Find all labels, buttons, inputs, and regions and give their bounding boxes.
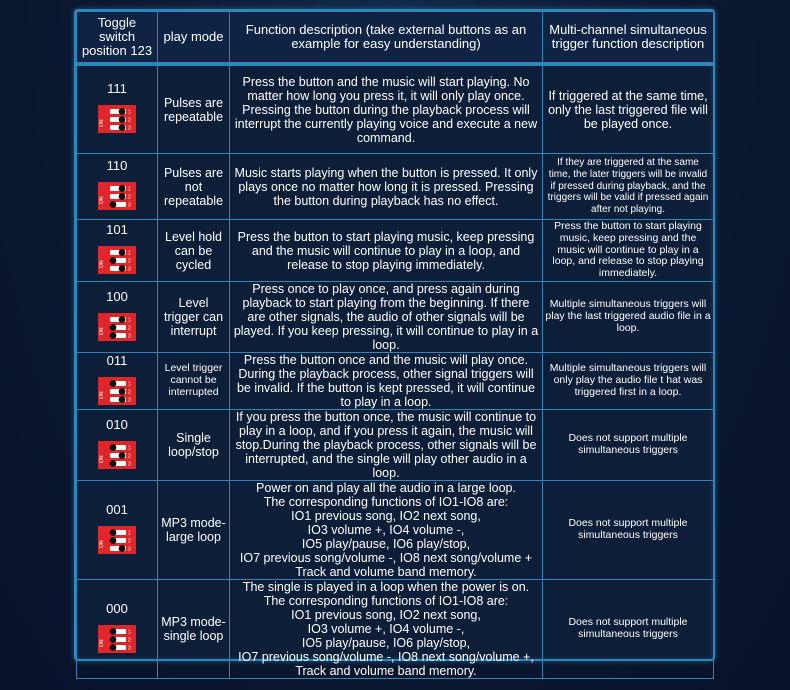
function-description-cell (230, 481, 543, 580)
dip-number-1: 1 (128, 629, 131, 635)
dip-knob-3 (119, 124, 126, 131)
function-line: IO5 play/pause, IO6 play/stop, (301, 537, 471, 551)
play-mode-cell: MP3 mode-single loop (158, 580, 230, 679)
function-line: The corresponding functions of IO1-IO8 are: (263, 495, 509, 509)
dip-on-label: ON (99, 327, 105, 335)
dip-on-label: ON (99, 639, 105, 647)
table-row (77, 220, 714, 282)
dip-knob-3 (110, 201, 117, 208)
dip-number-3: 3 (128, 645, 131, 651)
dip-number-2: 2 (128, 637, 131, 643)
multi-channel-cell: Multiple simultaneous triggers will only play the audio file t hat was triggered first in a loop. (543, 353, 714, 410)
dip-knob-3 (110, 332, 117, 339)
dip-knob-1 (110, 444, 117, 451)
table-row (77, 154, 714, 220)
dip-knob-1 (119, 249, 126, 256)
play-mode-cell: Level trigger can interrupt (158, 282, 230, 353)
table-row (77, 66, 714, 154)
dip-switch-icon (98, 526, 136, 554)
multi-channel-cell: Multiple simultaneous triggers will play the last triggered audio file in a loop. (543, 282, 714, 353)
toggle-position-cell (77, 220, 158, 282)
play-mode-cell: Level hold can be cycled (158, 220, 230, 282)
play-mode-cell: MP3 mode-large loop (158, 481, 230, 580)
toggle-position-cell (77, 282, 158, 353)
table-row (77, 481, 714, 580)
play-mode-cell: Pulses are repeatable (158, 66, 230, 154)
function-description-cell (230, 580, 543, 679)
position-code: 111 (107, 81, 127, 97)
dip-number-1: 1 (128, 445, 131, 451)
dip-number-1: 1 (128, 250, 131, 257)
dip-number-3: 3 (128, 125, 131, 132)
position-code: 110 (106, 158, 128, 174)
dip-switch-icon (98, 441, 136, 469)
table-row (77, 282, 714, 353)
header-toggle-position: Toggle switch position 123 (77, 12, 158, 64)
dip-knob-3 (110, 460, 117, 467)
header-function-description: Function description (take external buttons as an example for easy understanding) (230, 12, 543, 64)
position-code: 101 (106, 222, 128, 238)
function-line: Power on and play all the audio in a large loop. (256, 481, 516, 495)
dip-knob-1 (110, 529, 117, 536)
dip-knob-2 (119, 116, 126, 123)
position-code: 011 (106, 352, 128, 368)
dip-number-1: 1 (128, 381, 131, 387)
multi-channel-cell: Does not support multiple simultaneous triggers (543, 410, 714, 481)
function-table-frame (74, 9, 715, 678)
dip-number-1: 1 (128, 317, 131, 323)
dip-number-2: 2 (128, 258, 131, 265)
multi-channel-cell: Does not support multiple simultaneous triggers (543, 580, 714, 679)
dip-switch-icon (98, 182, 136, 210)
header-multi-channel: Multi-channel simultaneous trigger function description (543, 12, 714, 64)
dip-knob-1 (119, 108, 126, 115)
function-line: IO7 previous song/volume -, IO8 next song/volume + (239, 551, 533, 565)
function-line: The single is played in a loop when the power is on. (242, 580, 530, 594)
function-line: IO1 previous song, IO2 next song, (291, 509, 481, 523)
dip-on-label: ON (99, 196, 105, 204)
dip-number-2: 2 (128, 194, 131, 201)
table-row (77, 580, 714, 679)
function-line: IO7 previous song/volume -, IO8 next song/volume +, (238, 650, 534, 664)
dip-switch-icon (98, 377, 136, 405)
function-line: IO3 volume +, IO4 volume -, (307, 622, 465, 636)
function-line: IO3 volume +, IO4 volume -, (307, 523, 465, 537)
dip-number-3: 3 (128, 266, 131, 273)
dip-on-label: ON (99, 455, 105, 463)
position-code: 000 (106, 600, 128, 616)
function-line: Track and volume band memory. (295, 664, 477, 678)
dip-switch-icon (98, 625, 136, 653)
play-mode-cell: Single loop/stop (158, 410, 230, 481)
dip-knob-1 (119, 316, 126, 323)
dip-number-2: 2 (128, 538, 131, 544)
dip-on-label: ON (99, 540, 105, 548)
dip-on-label: ON (99, 391, 105, 399)
dip-knob-2 (110, 537, 117, 544)
function-line: IO5 play/pause, IO6 play/stop, (301, 636, 471, 650)
table-row (77, 353, 714, 410)
dip-knob-1 (110, 628, 117, 635)
toggle-position-cell (77, 481, 158, 580)
function-table (76, 11, 714, 679)
dip-knob-2 (119, 388, 126, 395)
dip-number-3: 3 (128, 333, 131, 339)
multi-channel-cell: If triggered at the same time, only the last triggered file will be played once. (543, 66, 714, 154)
position-code: 100 (106, 288, 128, 304)
multi-channel-cell: Does not support multiple simultaneous triggers (543, 481, 714, 580)
position-code: 001 (106, 501, 128, 517)
function-description-cell: Music starts playing when the button is pressed. It only plays once no matter how long it is pressed. Pressing the button during playback has no effect. (230, 154, 543, 220)
function-line: IO1 previous song, IO2 next song, (291, 608, 481, 622)
dip-switch-icon (98, 246, 136, 274)
dip-knob-2 (110, 257, 117, 264)
dip-knob-3 (119, 265, 126, 272)
dip-number-3: 3 (128, 546, 131, 552)
dip-number-2: 2 (128, 325, 131, 331)
play-mode-cell: Pulses are not repeatable (158, 154, 230, 220)
dip-number-1: 1 (128, 186, 131, 193)
dip-knob-3 (110, 644, 117, 651)
dip-number-2: 2 (128, 117, 131, 124)
function-description-cell: Press once to play once, and press again during playback to start playing from the beginning. If there are other signals, the audio of other signals will be played. If you keep pressing, it will continue to play in a loop. (230, 282, 543, 353)
function-description-cell: Press the button and the music will start playing. No matter how long you press it, it will only play once. Pressing the button during the playback process will interrupt the currently playing voice and execute a new command. (230, 66, 543, 154)
toggle-position-cell (77, 353, 158, 410)
function-description-cell: Press the button once and the music will play once. During the playback process, other signal triggers will be invalid. If the button is kept pressed, it will continue to play in a loop. (230, 353, 543, 410)
dip-number-3: 3 (128, 397, 131, 403)
dip-on-label: ON (99, 260, 105, 268)
dip-knob-2 (110, 324, 117, 331)
function-line: Track and volume band memory. (295, 565, 477, 579)
dip-knob-1 (119, 185, 126, 192)
dip-knob-1 (110, 380, 117, 387)
header-row (77, 12, 714, 64)
dip-knob-3 (119, 545, 126, 552)
dip-number-2: 2 (128, 453, 131, 459)
function-description-cell: If you press the button once, the music will continue to play in a loop, and if you press it again, the music will stop.During the playback process, other signals will be interrupted, and the single will play other audio in a loop. (230, 410, 543, 481)
dip-knob-2 (119, 452, 126, 459)
dip-number-3: 3 (128, 461, 131, 467)
dip-switch-icon (98, 313, 136, 341)
function-description-cell: Press the button to start playing music, keep pressing and the music will continue to play in a loop, and release to stop playing immediately. (230, 220, 543, 282)
toggle-position-cell (77, 410, 158, 481)
toggle-position-cell (77, 580, 158, 679)
header-play-mode: play mode (158, 12, 230, 64)
position-code: 010 (106, 416, 128, 432)
function-line: The corresponding functions of IO1-IO8 are: (263, 594, 509, 608)
dip-number-1: 1 (128, 530, 131, 536)
dip-number-1: 1 (128, 109, 131, 116)
toggle-position-cell (77, 66, 158, 154)
dip-number-3: 3 (128, 202, 131, 209)
dip-on-label: ON (99, 119, 105, 127)
dip-number-2: 2 (128, 389, 131, 395)
table-row (77, 410, 714, 481)
multi-channel-cell: Press the button to start playing music, keep pressing and the music will continue to play in a loop, and release to stop playing immediately. (543, 220, 714, 282)
dip-knob-3 (119, 396, 126, 403)
toggle-position-cell (77, 154, 158, 220)
play-mode-cell: Level trigger cannot be interrupted (158, 353, 230, 410)
dip-knob-2 (119, 193, 126, 200)
dip-knob-2 (110, 636, 117, 643)
dip-switch-icon (98, 105, 136, 133)
multi-channel-cell: If they are triggered at the same time, the later triggers will be invalid if pressed during playback, and the triggers will be valid if pressed again after not playing. (543, 154, 714, 220)
